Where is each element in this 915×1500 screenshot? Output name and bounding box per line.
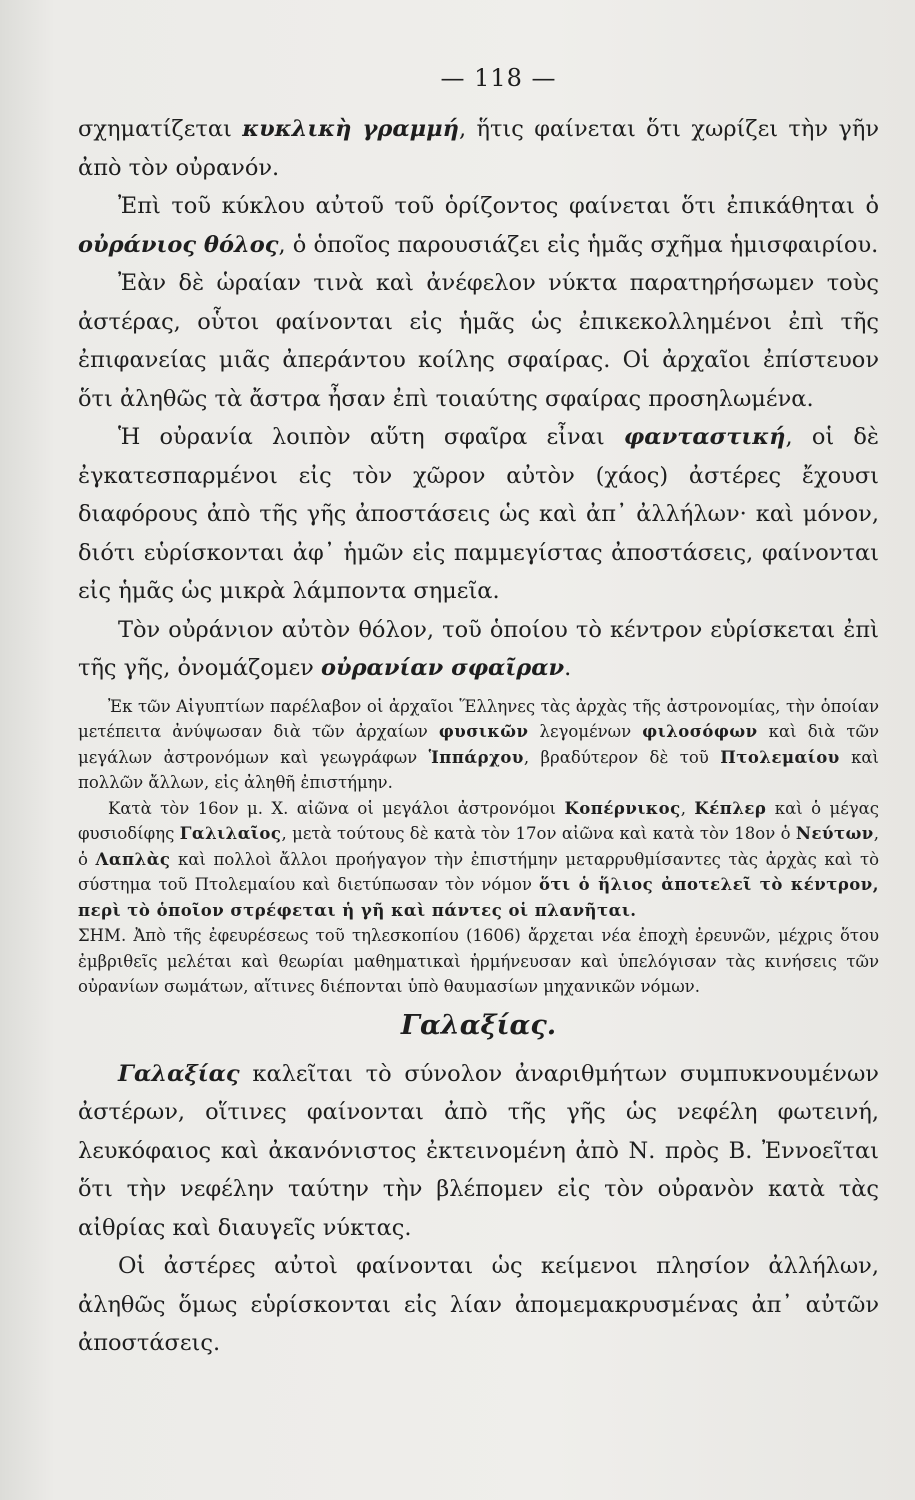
text-run: Ἡ οὐρανία λοιπὸν αὕτη σφαῖρα εἶναι xyxy=(118,424,624,450)
spaced-term: Λαπλὰς xyxy=(95,849,171,869)
text-run: καὶ ὁ μέγας φυσιοδίφης xyxy=(78,798,879,843)
text-run: σχηματίζεται xyxy=(78,116,243,142)
text-run: Τὸν οὐράνιον αὐτὸν θόλον, τοῦ ὁποίου τὸ κέντρον εὑρίσκεται ἐπὶ τῆς γῆς, ὀνομάζομεν xyxy=(78,616,879,681)
text-run: καλεῖται τὸ σύνολον ἀναριθμήτων συμπυκνουμένων ἀστέρων, οἵτινες φαίνονται ἀπὸ τῆς γῆς ὡς νεφέλη φωτεινή, λευκόφαιος καὶ ἀκανόνιστος ἐκτεινομένη ἀπὸ Ν. πρὸς Β. Ἐννοεῖται ὅτι τὴν νεφέλην ταύτην τὴν βλέπομεν εἰς τὸν οὐρανὸν κατὰ τὰς αἰθρίας καὶ διαυγεῖς νύκτας. xyxy=(78,1060,879,1241)
paragraph-stars-sphere: Ἐὰν δὲ ὡραίαν τινὰ καὶ ἀνέφελον νύκτα παρατηρήσωμεν τοὺς ἀστέρας, οὗτοι φαίνονται εἰς ἡμᾶς ὡς ἐπικεκολλημένοι ἐπὶ τῆς ἐπιφανείας μιᾶς ἀπεράντου κοίλης σφαίρας. Οἱ ἀρχαῖοι ἐπίστευον ὅτι ἀληθῶς τὰ ἄστρα ἦσαν ἐπὶ τοιαύτης σφαίρας προσηλωμένα. xyxy=(78,270,879,412)
spaced-term: Ἱππάρχου xyxy=(428,747,524,767)
spaced-term: Πτολεμαίου xyxy=(720,747,840,767)
paragraph-celestial-sphere xyxy=(78,611,879,688)
text-run: καὶ πολλῶν ἄλλων, εἰς ἀληθῆ ἐπιστήμην. xyxy=(78,747,879,792)
text-run: Ἐπὶ τοῦ κύκλου αὐτοῦ τοῦ ὁρίζοντος φαίνεται ὅτι ἐπικάθηται ὁ xyxy=(118,193,879,219)
text-run: λεγομένων xyxy=(528,722,643,741)
text-run: , ἥτις φαίνεται ὅτι χωρίζει τὴν γῆν ἀπὸ τὸν οὐρανόν. xyxy=(78,116,879,181)
spaced-term: Κοπέρνικος xyxy=(564,798,681,818)
text-run: , ὁ ὁποῖος παρουσιάζει εἰς ἡμᾶς σχῆμα ἡμισφαιρίου. xyxy=(278,231,879,258)
page-number: — 118 — xyxy=(440,64,557,92)
text-run: , ὁ xyxy=(78,824,879,869)
spaced-term: Κέπλερ xyxy=(694,798,767,818)
paragraph-imaginary-sphere xyxy=(78,418,879,611)
text-run: , μετὰ τούτους δὲ κατὰ τὸν 17ον αἰῶνα καὶ κατὰ τὸν 18ον ὁ xyxy=(281,824,796,843)
text-run: καὶ πολλοὶ ἄλλοι προήγαγον τὴν ἐπιστήμην μεταρρυθμίσαντες τὰς ἀρχὰς καὶ τὸ σύστημα τοῦ Πτολεμαίου καὶ διετύπωσαν τὸν νόμον xyxy=(78,849,880,894)
text-run: , βραδύτερον δὲ τοῦ xyxy=(523,747,721,767)
spaced-term: Γαλιλαῖος xyxy=(179,824,282,843)
text-run: Κατὰ τὸν 16ον μ. Χ. αἰῶνα οἱ μεγάλοι ἀστρονόμοι xyxy=(108,798,565,818)
section-heading-galaxy: Γαλαξίας. xyxy=(400,1009,557,1041)
text-run: , xyxy=(680,798,695,818)
emphasis-term: φανταστική xyxy=(623,424,786,450)
paragraph-galaxy-definition xyxy=(78,1055,879,1248)
paragraph-celestial-dome xyxy=(78,187,879,264)
paragraph-horizon-line xyxy=(78,110,879,187)
spaced-term: Νεύτων xyxy=(795,824,874,843)
spaced-term: φιλοσόφων xyxy=(642,722,758,741)
spaced-term: ὅτι ὁ ἥλιος ἀποτελεῖ τὸ κέντρον, περὶ τὸ ὁποῖον στρέφεται ἡ γῆ καὶ πάντες οἱ πλανῆται. xyxy=(78,875,879,920)
text-run: Ἐκ τῶν Αἰγυπτίων παρέλαβον οἱ ἀρχαῖοι Ἕλληνες τὰς ἀρχὰς τῆς ἀστρονομίας, τὴν ὁποίαν μετέπειτα ἀνύψωσαν διὰ τῶν ἀρχαίων xyxy=(78,696,879,741)
note-ancient-astronomy xyxy=(78,694,879,796)
note-modern-astronomy xyxy=(78,796,879,924)
emphasis-term: οὐρανίαν σφαῖραν xyxy=(320,655,565,681)
emphasis-term: οὐράνιος θόλος xyxy=(78,231,279,258)
spaced-term: φυσικῶν xyxy=(438,722,529,741)
emphasis-term: κυκλικὴ γραμμή xyxy=(242,116,459,142)
note-telescope: ΣΗΜ. Ἀπὸ τῆς ἐφευρέσεως τοῦ τηλεσκοπίου (1606) ἄρχεται νέα ἐποχὴ ἐρευνῶν, μέχρις ὅτου ἐμβριθεῖς μελέται καὶ θεωρίαι μαθηματικαὶ ἡρμήνευσαν καὶ ὑπελόγισαν τὰς κινήσεις τῶν οὐρανίων σωμάτων, αἵτινες διέπονται ὑπὸ θαυμασίων μηχανικῶν νόμων. xyxy=(78,926,879,996)
text-run: . xyxy=(564,655,572,681)
emphasis-term: Γαλαξίας xyxy=(118,1060,240,1087)
text-run: καὶ διὰ τῶν μεγάλων ἀστρονόμων καὶ γεωγράφων xyxy=(78,722,880,767)
paragraph-galaxy-distances: Οἱ ἀστέρες αὐτοὶ φαίνονται ὡς κείμενοι πλησίον ἀλλήλων, ἀληθῶς ὅμως εὑρίσκονται εἰς λίαν ἀπομεμακρυσμένας ἀπ᾽ αὐτῶν ἀποστάσεις. xyxy=(78,1253,879,1356)
text-run: , οἱ δὲ ἐγκατεσπαρμένοι εἰς τὸν χῶρον αὐτὸν (χάος) ἀστέρες ἔχουσι διαφόρους ἀπὸ τῆς γῆς ἀποστάσεις ὡς καὶ ἀπ᾽ ἀλλήλων· καὶ μόνον, διότι εὑρίσκονται ἀφ᾽ ἡμῶν εἰς παμμεγίστας ἀποστάσεις, φαίνονται εἰς ἡμᾶς ὡς μικρὰ λάμποντα σημεῖα. xyxy=(78,424,879,604)
